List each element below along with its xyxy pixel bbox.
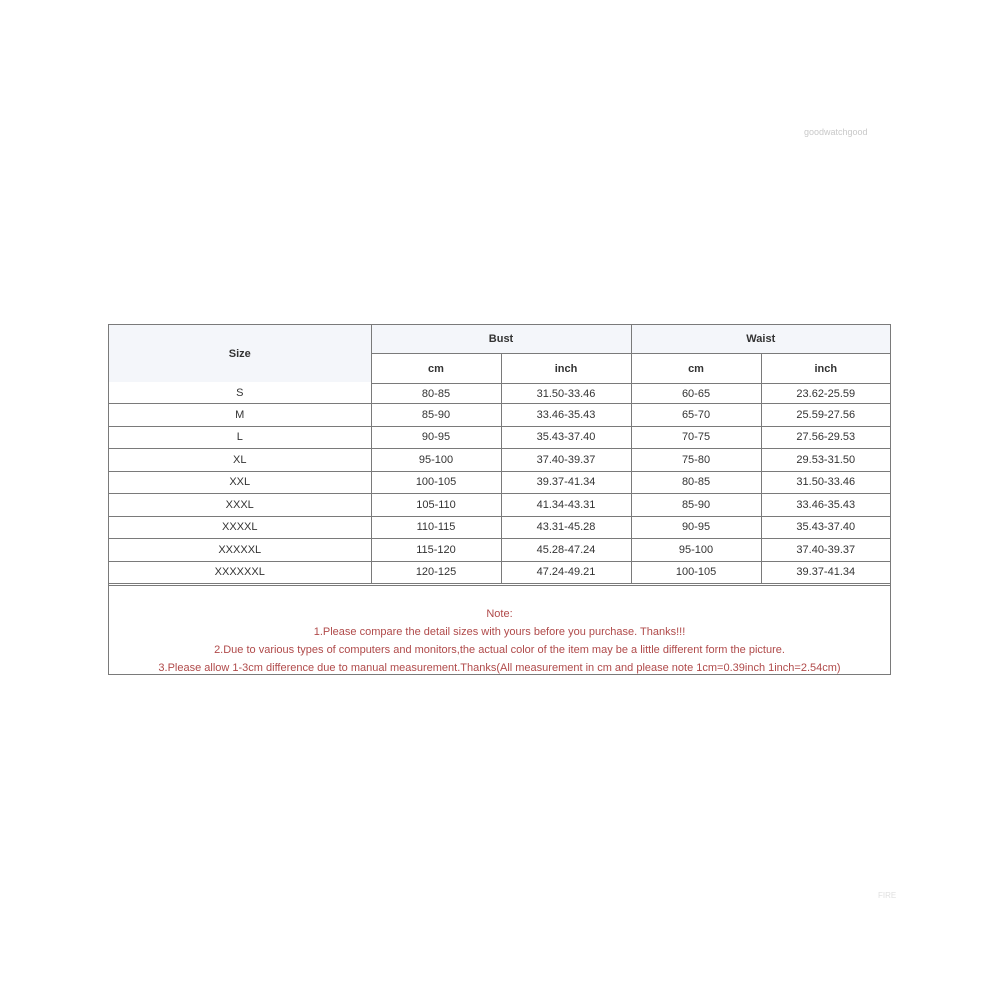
size-table bbox=[109, 325, 890, 584]
waist-inch-cell: 33.46-35.43 bbox=[761, 494, 890, 517]
waist-inch-cell: 25.59-27.56 bbox=[761, 404, 890, 427]
size-chart bbox=[108, 324, 891, 675]
bust-cm-cell: 85-90 bbox=[371, 404, 501, 427]
size-cell: XXXXXXL bbox=[109, 561, 371, 584]
waist-inch-cell: 37.40-39.37 bbox=[761, 539, 890, 562]
table-row bbox=[109, 471, 890, 494]
bust-cm-cell: 80-85 bbox=[371, 384, 501, 404]
note-line-1: 1.Please compare the detail sizes with yours before you purchase. Thanks!!! bbox=[313, 626, 686, 638]
bust-cm-cell: 90-95 bbox=[371, 426, 501, 449]
size-cell: XXXL bbox=[109, 494, 371, 517]
size-cell: L bbox=[109, 426, 371, 449]
notes bbox=[109, 585, 890, 674]
bust-cm-cell: 105-110 bbox=[371, 494, 501, 517]
waist-cm-cell: 65-70 bbox=[631, 404, 761, 427]
size-cell: XXXXL bbox=[109, 516, 371, 539]
bust-cm-header: cm bbox=[371, 354, 501, 384]
size-rows bbox=[109, 384, 890, 584]
waist-cm-header: cm bbox=[631, 354, 761, 384]
waist-inch-cell: 31.50-33.46 bbox=[761, 471, 890, 494]
note-line-2: 2.Due to various types of computers and monitors,the actual color of the item may be a little different form the picture. bbox=[214, 644, 785, 656]
waist-inch-cell: 27.56-29.53 bbox=[761, 426, 890, 449]
waist-cm-cell: 100-105 bbox=[631, 561, 761, 584]
size-cell: XXXXXL bbox=[109, 539, 371, 562]
size-cell: M bbox=[109, 404, 371, 427]
size-cell: XXL bbox=[109, 471, 371, 494]
table-row bbox=[109, 404, 890, 427]
bust-inch-cell: 37.40-39.37 bbox=[501, 449, 631, 472]
bust-inch-cell: 33.46-35.43 bbox=[501, 404, 631, 427]
bust-inch-cell: 41.34-43.31 bbox=[501, 494, 631, 517]
watermark-top: goodwatchgood bbox=[804, 127, 868, 137]
table-row bbox=[109, 449, 890, 472]
note-line-3: 3.Please allow 1-3cm difference due to manual measurement.Thanks(All measurement in cm and please note 1cm=0.39inch 1inch=2.54cm) bbox=[158, 662, 841, 674]
table-row bbox=[109, 561, 890, 584]
bust-inch-cell: 47.24-49.21 bbox=[501, 561, 631, 584]
waist-cm-cell: 95-100 bbox=[631, 539, 761, 562]
waist-cm-cell: 70-75 bbox=[631, 426, 761, 449]
bust-inch-cell: 39.37-41.34 bbox=[501, 471, 631, 494]
bust-inch-cell: 35.43-37.40 bbox=[501, 426, 631, 449]
bust-inch-cell: 43.31-45.28 bbox=[501, 516, 631, 539]
bust-cm-cell: 95-100 bbox=[371, 449, 501, 472]
waist-inch-header: inch bbox=[761, 354, 890, 384]
table-row bbox=[109, 426, 890, 449]
waist-header: Waist bbox=[631, 325, 890, 354]
size-header: Size bbox=[109, 325, 371, 384]
note-title: Note: bbox=[486, 608, 513, 620]
table-row bbox=[109, 516, 890, 539]
bust-inch-cell: 31.50-33.46 bbox=[501, 384, 631, 404]
waist-cm-cell: 80-85 bbox=[631, 471, 761, 494]
waist-cm-cell: 85-90 bbox=[631, 494, 761, 517]
table-row bbox=[109, 384, 890, 404]
size-cell: XL bbox=[109, 449, 371, 472]
waist-inch-cell: 35.43-37.40 bbox=[761, 516, 890, 539]
bust-inch-header: inch bbox=[501, 354, 631, 384]
waist-inch-cell: 23.62-25.59 bbox=[761, 384, 890, 404]
bust-inch-cell: 45.28-47.24 bbox=[501, 539, 631, 562]
waist-cm-cell: 75-80 bbox=[631, 449, 761, 472]
waist-cm-cell: 60-65 bbox=[631, 384, 761, 404]
bust-cm-cell: 100-105 bbox=[371, 471, 501, 494]
waist-inch-cell: 39.37-41.34 bbox=[761, 561, 890, 584]
table-row bbox=[109, 539, 890, 562]
waist-cm-cell: 90-95 bbox=[631, 516, 761, 539]
bust-cm-cell: 110-115 bbox=[371, 516, 501, 539]
size-cell: S bbox=[109, 384, 371, 404]
table-row bbox=[109, 494, 890, 517]
bust-cm-cell: 115-120 bbox=[371, 539, 501, 562]
bust-header: Bust bbox=[371, 325, 631, 354]
waist-inch-cell: 29.53-31.50 bbox=[761, 449, 890, 472]
watermark-bottom: FIRE bbox=[878, 891, 897, 900]
bust-cm-cell: 120-125 bbox=[371, 561, 501, 584]
